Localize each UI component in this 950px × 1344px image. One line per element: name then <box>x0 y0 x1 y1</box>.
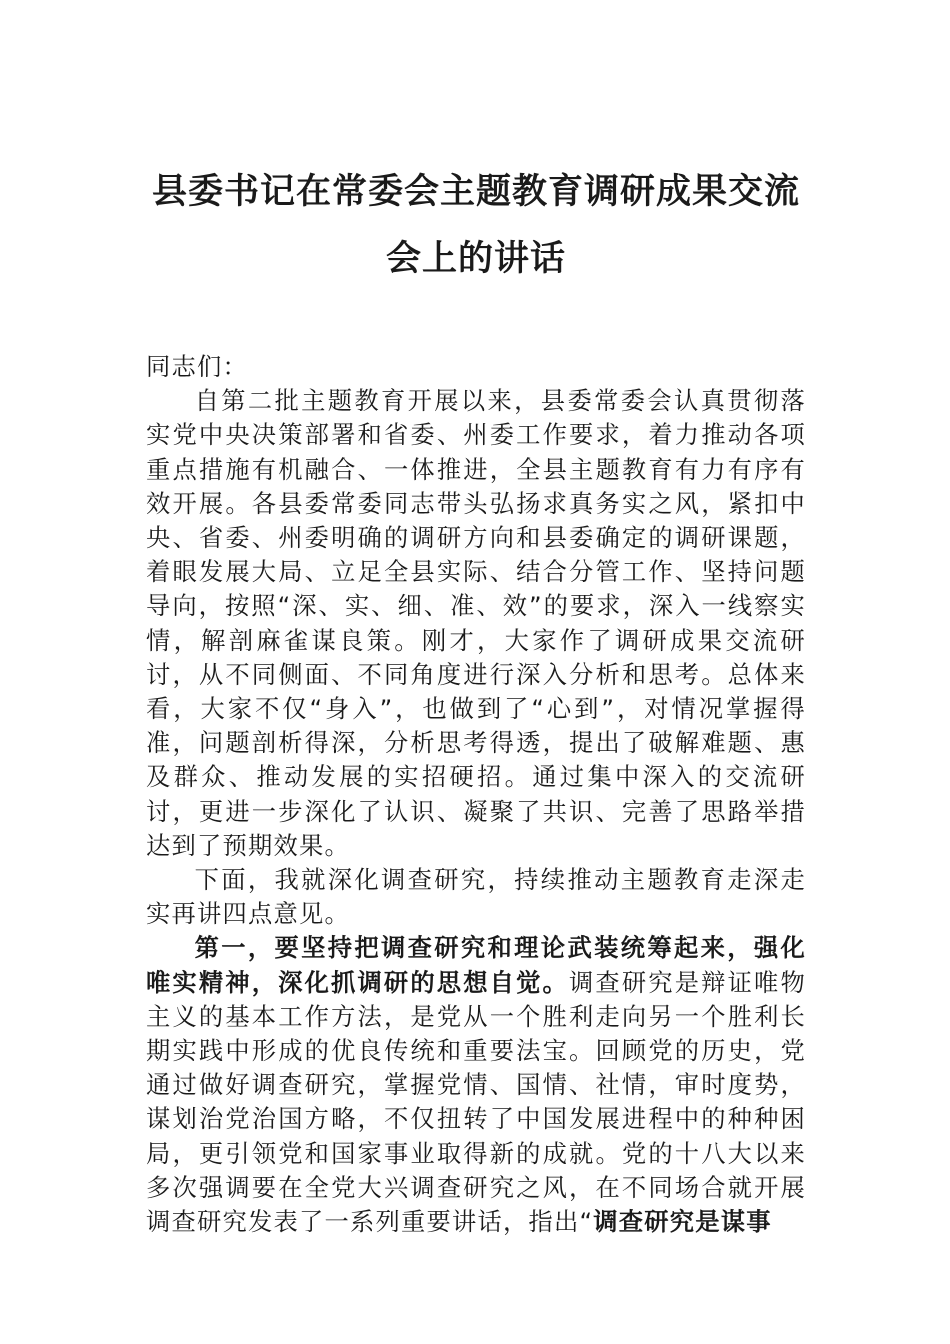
document-title <box>146 0 806 292</box>
paragraph-3-quote: 调查研究是谋事 <box>593 1207 772 1237</box>
title-line-1: 县委书记在常委会主题教育调研成果交流 <box>151 171 800 212</box>
document-body <box>146 350 806 1239</box>
title-line-2: 会上的讲话 <box>385 238 566 279</box>
paragraph-1: 自第二批主题教育开展以来，县委常委会认真贯彻落实党中央决策部署和省委、州委工作要求，着力推动各项重点措施有机融合、一体推进，全县主题教育有力有序有效开展。各县委常委同志带头弘扬求真务实之风，紧扣中央、省委、州委明确的调研方向和县委确定的调研课题，着眼发展大局、立足全县实际、结合分管工作、坚持问题导向，按照“深、实、细、准、效”的要求，深入一线察实情，解剖麻雀谋良策。刚才，大家作了调研成果交流研讨，从不同侧面、不同角度进行深入分析和思考。总体来看，大家不仅“身入”，也做到了“心到”，对情况掌握得准，问题剖析得深，分析思考得透，提出了破解难题、惠及群众、推动发展的实招硬招。通过集中深入的交流研讨，更进一步深化了认识、凝聚了共识、完善了思路举措达到了预期效果。 <box>146 386 806 860</box>
paragraph-2: 下面，我就深化调查研究，持续推动主题教育走深走实再讲四点意见。 <box>146 865 806 929</box>
salutation: 同志们： <box>146 352 248 381</box>
document-page <box>146 0 806 1344</box>
paragraph-3 <box>146 931 806 1239</box>
paragraph-3-text: 调查研究是辩证唯物主义的基本工作方法，是党从一个胜利走向另一个胜利长期实践中形成的优良传统和重要法宝。回顾党的历史，党通过做好调查研究，掌握党情、国情、社情，审时度势，谋划治党治国方略，不仅扭转了中国发展进程中的种种困局，更引领党和国家事业取得新的成就。党的十八大以来多次强调要在全党大兴调查研究之风，在不同场合就开展调查研究发表了一系列重要讲话，指出“ <box>146 967 806 1237</box>
paragraph-3-heading: 第一，要坚持把调查研究和理论武装统筹起来，强化唯实精神，深化抓调研的思想自觉。 <box>146 933 806 997</box>
